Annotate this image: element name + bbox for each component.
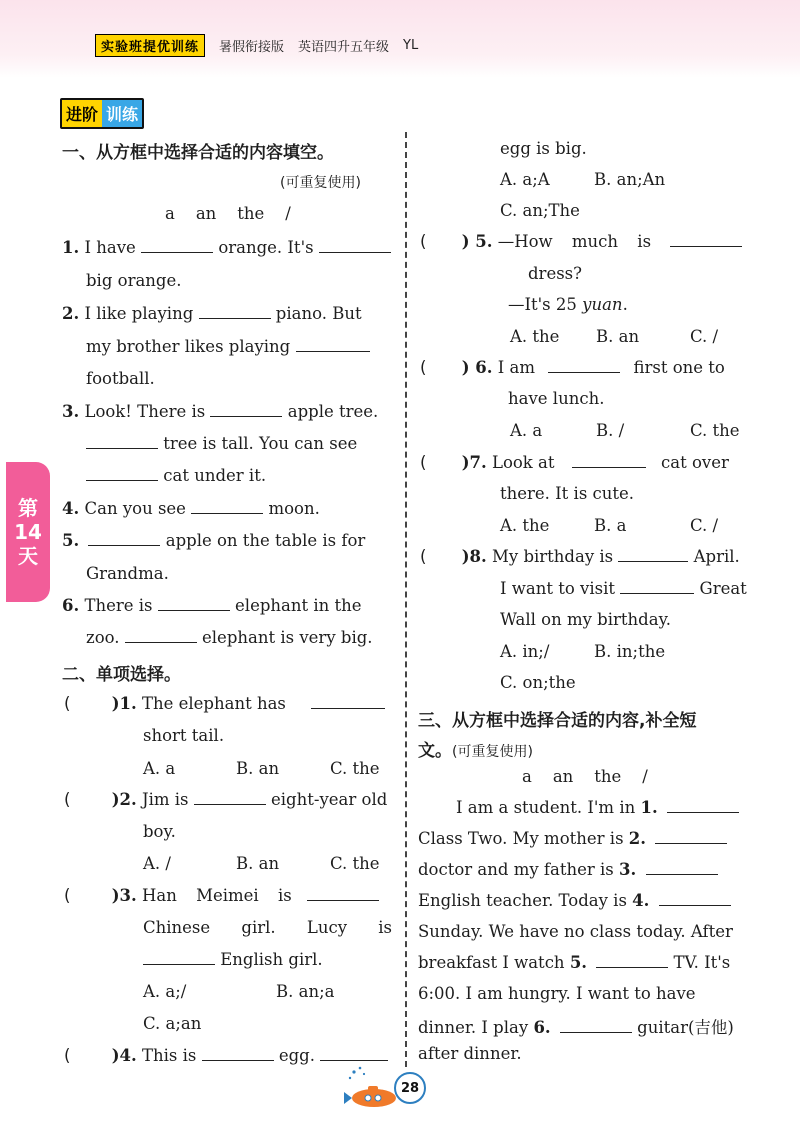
q-number: )7. xyxy=(461,453,487,472)
text: cat under it. xyxy=(163,466,267,485)
part3-note: (可重复使用) xyxy=(452,744,533,760)
answer-blank[interactable] xyxy=(143,963,215,965)
code-label: YL xyxy=(403,37,419,53)
text: . xyxy=(622,295,628,314)
text: Jim is xyxy=(141,790,189,809)
text: Look! There is xyxy=(84,402,206,421)
day-side-tab xyxy=(6,462,50,602)
part1-note: (可重复使用) xyxy=(280,175,361,191)
paren: ( xyxy=(64,886,71,905)
part2-q5-line3 xyxy=(508,295,628,314)
text: eight-year old xyxy=(271,790,388,809)
q-number: )3. xyxy=(111,886,137,905)
part1-q2-line1 xyxy=(62,304,362,323)
part2-q2-line2: boy. xyxy=(143,822,176,841)
text: zoo. xyxy=(86,628,120,647)
answer-blank[interactable] xyxy=(86,447,158,449)
part2-q3-opt-a[interactable]: A. a;/ xyxy=(143,982,187,1001)
part2-q8-line2 xyxy=(500,579,747,598)
text: piano. But xyxy=(275,304,362,323)
text: —It's 25 xyxy=(508,295,583,314)
text: dinner. I play xyxy=(418,1018,534,1037)
part2-q6-line1 xyxy=(420,358,725,377)
text: Look at xyxy=(491,453,555,472)
blank-number: 1. xyxy=(640,798,658,817)
part3-word-box: a an the / xyxy=(522,767,648,786)
answer-blank[interactable] xyxy=(86,479,158,481)
q-number: ) 5. xyxy=(461,232,493,251)
part2-q8-line3: Wall on my birthday. xyxy=(500,610,671,629)
q-number: )4. xyxy=(111,1046,137,1065)
part1-q5-line2: Grandma. xyxy=(86,564,169,583)
edition-label: 暑假衔接版 xyxy=(219,39,285,55)
answer-blank[interactable] xyxy=(158,609,230,611)
answer-blank[interactable] xyxy=(596,966,668,968)
answer-blank[interactable] xyxy=(560,1031,632,1033)
text: I have xyxy=(84,238,136,257)
blank-number: 2. xyxy=(628,829,647,848)
paren: ( xyxy=(420,358,427,377)
part1-title: 一、从方框中选择合适的内容填空。 xyxy=(62,143,334,163)
part2-q4-opt-b[interactable]: B. an;An xyxy=(594,170,666,189)
part2-q5-opt-b[interactable]: B. an xyxy=(596,327,640,346)
part2-q7-line2: there. It is cute. xyxy=(500,484,635,503)
part2-q3-opt-c[interactable]: C. a;an xyxy=(143,1014,202,1033)
text: I like playing xyxy=(84,304,194,323)
text: doctor and my father is xyxy=(418,860,620,879)
part3-title: 三、从方框中选择合适的内容,补全短 xyxy=(418,711,697,731)
answer-blank[interactable] xyxy=(210,415,282,417)
part2-q7-opt-a[interactable]: A. the xyxy=(500,516,550,535)
part2-q6-opt-a[interactable]: A. a xyxy=(510,421,543,440)
part2-q6-line2: have lunch. xyxy=(508,389,605,408)
part3-title-line2 xyxy=(418,736,533,761)
part3-line3 xyxy=(418,860,718,879)
day-tab-text1: 第 xyxy=(18,496,38,520)
part2-q4-opt-a[interactable]: A. a;A xyxy=(500,170,550,189)
part2-q7-line1 xyxy=(420,453,729,472)
brand-label: 实验班提优训练 xyxy=(95,34,205,57)
text: —How much is xyxy=(497,232,652,251)
answer-blank[interactable] xyxy=(141,251,213,253)
part3-line6 xyxy=(418,953,730,972)
blank-number: 3. xyxy=(619,860,637,879)
q-number: )2. xyxy=(111,790,137,809)
part2-q1-line1 xyxy=(64,694,385,713)
q-number: 1. xyxy=(62,238,80,257)
answer-blank[interactable] xyxy=(572,466,646,468)
text: my brother likes playing xyxy=(86,337,291,356)
part1-word-box: a an the / xyxy=(165,204,291,223)
part1-q1-line1 xyxy=(62,238,391,257)
part2-q1-opt-b[interactable]: B. an xyxy=(236,759,280,778)
paren: ( xyxy=(64,790,71,809)
part3-title-end: 文。 xyxy=(418,741,452,761)
q-number: 2. xyxy=(62,304,80,323)
section-tag-part1: 进阶 xyxy=(62,100,102,127)
text: elephant is very big. xyxy=(202,628,373,647)
part3-line8 xyxy=(418,1014,734,1038)
part2-q3-line1 xyxy=(64,886,379,905)
part3-line5: Sunday. We have no class today. After xyxy=(418,922,733,941)
answer-blank[interactable] xyxy=(125,641,197,643)
part2-title: 二、单项选择。 xyxy=(62,665,181,685)
paren: ( xyxy=(64,694,71,713)
part1-q1-line2: big orange. xyxy=(86,271,182,290)
part1-q2-line3: football. xyxy=(86,369,155,388)
q-number: )8. xyxy=(461,547,487,566)
answer-blank[interactable] xyxy=(320,1059,388,1061)
part2-q5-opt-a[interactable]: A. the xyxy=(510,327,560,346)
part1-q4-line1 xyxy=(62,499,320,518)
blank-number: 5. xyxy=(569,953,588,972)
part2-q1-opt-c[interactable]: C. the xyxy=(330,759,380,778)
text: Great xyxy=(699,579,747,598)
paren: ( xyxy=(64,1046,71,1065)
part2-q3-opt-b[interactable]: B. an;a xyxy=(276,982,335,1001)
q-number: 6. xyxy=(62,596,80,615)
text: breakfast I watch xyxy=(418,953,570,972)
q-number: 3. xyxy=(62,402,80,421)
answer-blank[interactable] xyxy=(618,560,688,562)
text: I am a student. I'm in xyxy=(456,798,641,817)
text: orange. It's xyxy=(218,238,314,257)
paren: ( xyxy=(420,547,427,566)
day-tab-number: 14 xyxy=(14,520,42,544)
part2-q5-line2: dress? xyxy=(528,264,582,283)
part2-q8-opt-c[interactable]: C. on;the xyxy=(500,673,576,692)
part1-q3-line1 xyxy=(62,402,378,421)
q-number: 5. xyxy=(62,531,80,550)
text: The elephant has xyxy=(141,694,286,713)
text: April. xyxy=(693,547,740,566)
part2-q8-opt-b[interactable]: B. in;the xyxy=(594,642,666,661)
text: elephant in the xyxy=(235,596,362,615)
part3-line4 xyxy=(418,891,731,910)
blank-number: 6. xyxy=(533,1018,551,1037)
submarine-icon xyxy=(340,1062,400,1112)
part2-q3-line3 xyxy=(143,950,323,969)
subject-label: 英语四升五年级 xyxy=(298,39,390,55)
text: TV. It's xyxy=(673,953,731,972)
part2-q4-line2: egg is big. xyxy=(500,139,587,158)
q-number: 4. xyxy=(62,499,80,518)
text: moon. xyxy=(268,499,320,518)
part1-q6-line1 xyxy=(62,596,362,615)
answer-blank[interactable] xyxy=(646,873,718,875)
text-italic: yuan xyxy=(582,295,623,314)
part2-q1-line2: short tail. xyxy=(143,726,225,745)
part3-line7: 6:00. I am hungry. I want to have xyxy=(418,984,696,1003)
page-header xyxy=(95,33,418,57)
part1-q3-line3 xyxy=(86,466,266,485)
answer-blank[interactable] xyxy=(199,317,271,319)
text: Class Two. My mother is xyxy=(418,829,629,848)
answer-blank[interactable] xyxy=(88,544,160,546)
text: first one to xyxy=(633,358,725,377)
answer-blank[interactable] xyxy=(194,803,266,805)
page-number: 28 xyxy=(394,1072,426,1104)
part2-q3-line2: Chinese girl. Lucy is xyxy=(143,918,393,937)
text: apple tree. xyxy=(287,402,379,421)
answer-blank[interactable] xyxy=(548,371,620,373)
text: This is xyxy=(141,1046,197,1065)
part2-q8-line1 xyxy=(420,547,740,566)
answer-blank[interactable] xyxy=(620,592,694,594)
part1-q5-line1 xyxy=(62,531,365,550)
part2-q5-opt-c[interactable]: C. / xyxy=(690,327,719,346)
text: Can you see xyxy=(84,499,186,518)
answer-blank[interactable] xyxy=(202,1059,274,1061)
answer-blank[interactable] xyxy=(670,245,742,247)
part2-q1-opt-a[interactable]: A. a xyxy=(143,759,176,778)
answer-blank[interactable] xyxy=(296,350,370,352)
text: apple on the table is for xyxy=(165,531,366,550)
answer-blank[interactable] xyxy=(191,512,263,514)
section-tag xyxy=(60,98,144,129)
answer-blank[interactable] xyxy=(319,251,391,253)
part2-q2-line1 xyxy=(64,790,387,809)
paren: ( xyxy=(420,453,427,472)
part1-q6-line2 xyxy=(86,628,373,647)
part2-q6-opt-c[interactable]: C. the xyxy=(690,421,740,440)
text: I want to visit xyxy=(500,579,616,598)
q-number: ) 6. xyxy=(461,358,493,377)
text: There is xyxy=(84,596,153,615)
answer-blank[interactable] xyxy=(655,842,727,844)
text: My birthday is xyxy=(491,547,614,566)
section-tag-part2: 训练 xyxy=(102,100,142,127)
part3-line1 xyxy=(456,798,739,817)
part2-q4-opt-c[interactable]: C. an;The xyxy=(500,201,580,220)
part2-q8-opt-a[interactable]: A. in;/ xyxy=(500,642,550,661)
q-number: )1. xyxy=(111,694,137,713)
paren: ( xyxy=(420,232,427,251)
answer-blank[interactable] xyxy=(667,811,739,813)
part2-q6-opt-b[interactable]: B. / xyxy=(596,421,625,440)
text: tree is tall. You can see xyxy=(163,434,358,453)
part2-q2-opt-c[interactable]: C. the xyxy=(330,854,380,873)
answer-blank[interactable] xyxy=(659,904,731,906)
blank-number: 4. xyxy=(632,891,650,910)
part1-q3-line2 xyxy=(86,434,357,453)
text: egg. xyxy=(278,1046,315,1065)
part2-q7-opt-b[interactable]: B. a xyxy=(594,516,627,535)
text: guitar(吉他) xyxy=(637,1018,734,1037)
text: Han Meimei is xyxy=(141,886,292,905)
part2-q2-opt-a[interactable]: A. / xyxy=(143,854,171,873)
answer-blank[interactable] xyxy=(311,707,385,709)
part2-q7-opt-c[interactable]: C. / xyxy=(690,516,719,535)
day-tab-text3: 天 xyxy=(18,544,38,568)
text: English teacher. Today is xyxy=(418,891,633,910)
part3-line9: after dinner. xyxy=(418,1044,522,1063)
part1-q2-line2 xyxy=(86,337,370,356)
column-divider xyxy=(405,132,407,1067)
part2-q2-opt-b[interactable]: B. an xyxy=(236,854,280,873)
part2-q5-line1 xyxy=(420,232,742,251)
text: English girl. xyxy=(220,950,323,969)
text: cat over xyxy=(661,453,729,472)
part3-line2 xyxy=(418,829,727,848)
text: I am xyxy=(497,358,535,377)
answer-blank[interactable] xyxy=(307,899,379,901)
